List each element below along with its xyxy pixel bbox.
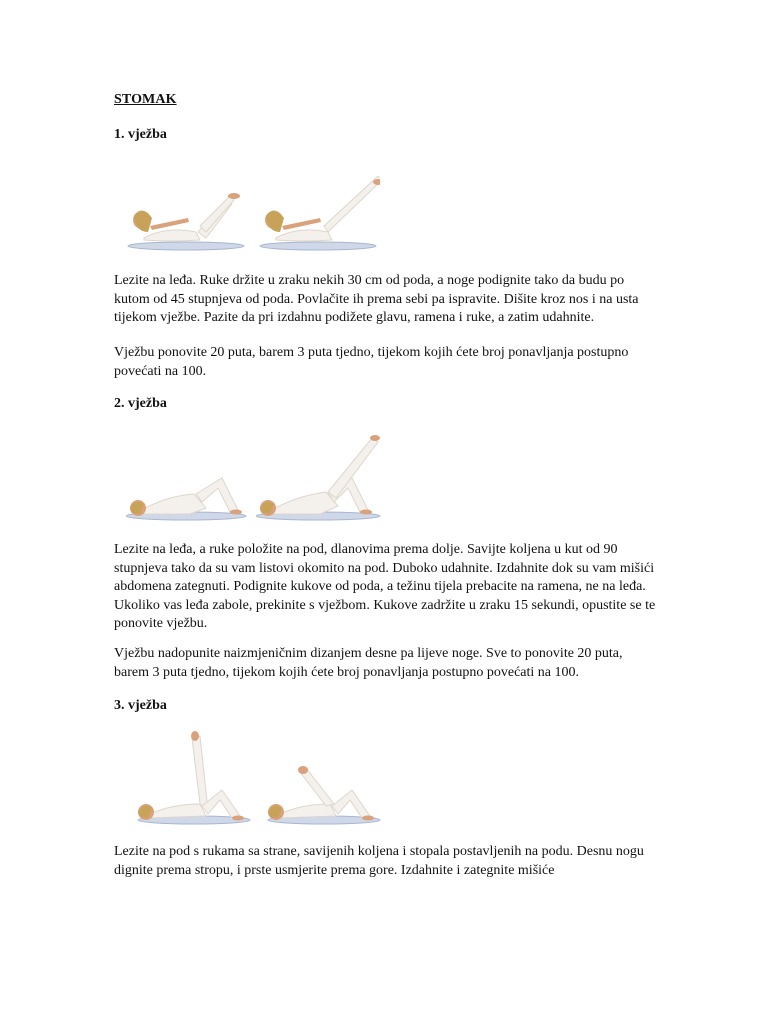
exercise-3-photo-b xyxy=(266,762,384,826)
exercise-1-photo-b xyxy=(258,176,380,252)
exercise-1-title: 1. vježba xyxy=(114,127,167,142)
exercise-1-photo-a xyxy=(126,176,248,252)
exercise-1-paragraph-2: Vježbu ponovite 20 puta, barem 3 puta tjedno, tijekom kojih ćete broj ponavljanja postupno povećati na 100. xyxy=(114,345,629,379)
exercise-2-photo-a xyxy=(126,466,248,522)
exercise-2-title: 2. vježba xyxy=(114,396,167,411)
exercise-1-paragraph-1: Lezite na leđa. Ruke držite u zraku nekih 30 cm od poda, a noge podignite tako da budu po kutom od 45 stupnjeva od poda. Povlačite ih prema sebi pa ispravite. Dišite kroz nos i na usta tijekom vježbe. Pazite da pri izdahnu podižete glavu, ramena i ruke, a zatim udahnite. xyxy=(114,273,639,325)
exercise-2-paragraph-2: Vježbu nadopunite naizmjeničnim dizanjem desne pa lijeve noge. Sve to ponovite 20 puta, barem 3 puta tjedno, tijekom kojih ćete broj ponavljanja postupno povećati na 100. xyxy=(114,646,623,680)
exercise-2-paragraph-1: Lezite na leđa, a ruke položite na pod, dlanovima prema dolje. Savijte koljena u kut od 90 stupnjeva tako da su vam listovi okomito na pod. Duboko udahnite. Izdahnite dok su vam mišići abdomena zategnuti. Podignite kukove od poda, a težinu tijela prebacite na ramena, ne na leđa. Ukoliko vas leđa zabole, prekinite s vježbom. Kukove zadržite u zraku 15 sekundi, opustite se te ponovite vježbu. xyxy=(114,542,656,631)
exercise-2-photo-b xyxy=(256,432,386,522)
exercise-3-paragraph-1: Lezite na pod s rukama sa strane, savijenih koljena i stopala postavljenih na podu. Desnu nogu dignite prema stropu, i prste usmjerite prema gore. Izdahnite i zategnite mišiće xyxy=(114,844,644,878)
exercise-3-title: 3. vježba xyxy=(114,698,167,713)
exercise-3-photo-a xyxy=(136,730,254,826)
page-heading: STOMAK xyxy=(114,92,177,107)
